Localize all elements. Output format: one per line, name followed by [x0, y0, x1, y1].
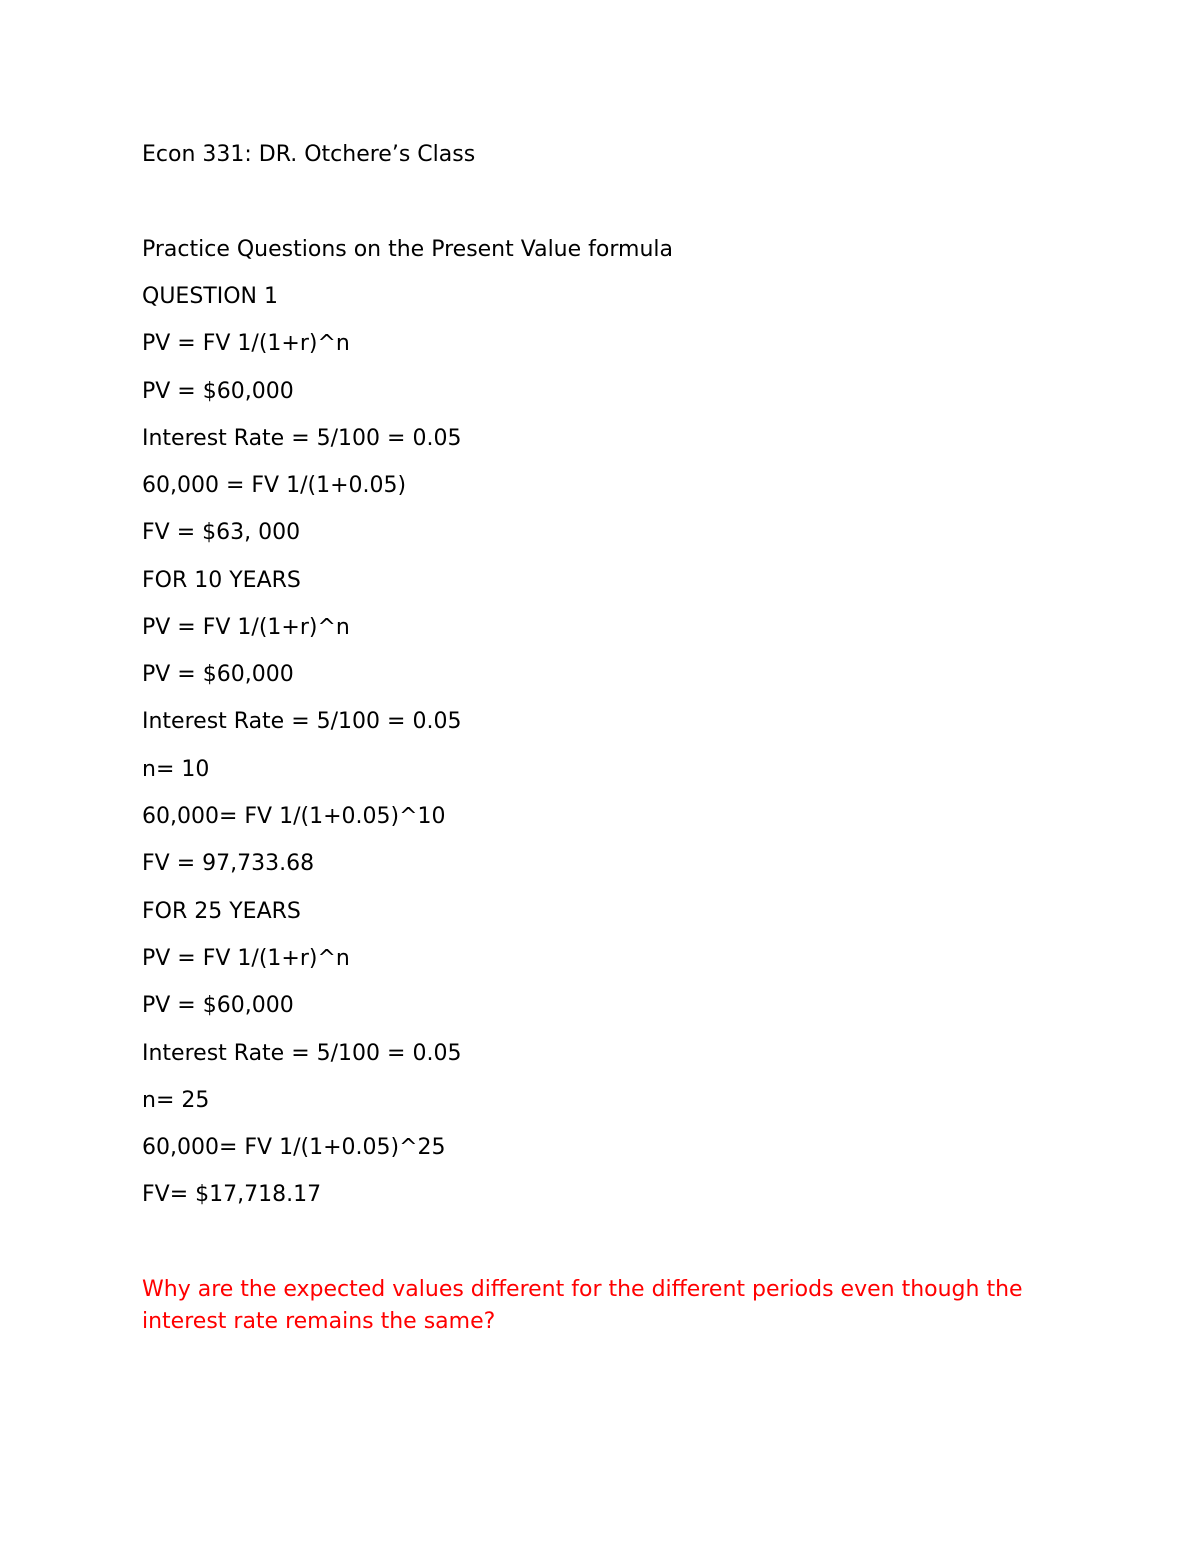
- interest-rate-line: Interest Rate = 5/100 = 0.05: [142, 709, 462, 734]
- formula-line: PV = FV 1/(1+r)^n: [142, 331, 350, 356]
- section-10-years-heading: FOR 10 YEARS: [142, 568, 301, 593]
- pv-line: PV = $60,000: [142, 379, 294, 404]
- section-25-years-heading: FOR 25 YEARS: [142, 899, 301, 924]
- document-subtitle: Practice Questions on the Present Value formula: [142, 237, 673, 262]
- equation-line: 60,000= FV 1/(1+0.05)^25: [142, 1135, 446, 1160]
- pv-line: PV = $60,000: [142, 993, 294, 1018]
- question-1-label: QUESTION 1: [142, 284, 278, 309]
- n-line: n= 10: [142, 757, 210, 782]
- formula-line: PV = FV 1/(1+r)^n: [142, 615, 350, 640]
- formula-line: PV = FV 1/(1+r)^n: [142, 946, 350, 971]
- equation-line: 60,000 = FV 1/(1+0.05): [142, 473, 407, 498]
- n-line: n= 25: [142, 1088, 210, 1113]
- discussion-question: Why are the expected values different for the different periods even though the interest rate remains the same?: [142, 1277, 1023, 1334]
- fv-result-line: FV = $63, 000: [142, 520, 301, 545]
- interest-rate-line: Interest Rate = 5/100 = 0.05: [142, 426, 462, 451]
- equation-line: 60,000= FV 1/(1+0.05)^10: [142, 804, 446, 829]
- document-heading: Econ 331: DR. Otchere’s Class: [142, 142, 476, 167]
- fv-result-line: FV= $17,718.17: [142, 1182, 322, 1207]
- fv-result-line: FV = 97,733.68: [142, 851, 315, 876]
- pv-line: PV = $60,000: [142, 662, 294, 687]
- interest-rate-line: Interest Rate = 5/100 = 0.05: [142, 1041, 462, 1066]
